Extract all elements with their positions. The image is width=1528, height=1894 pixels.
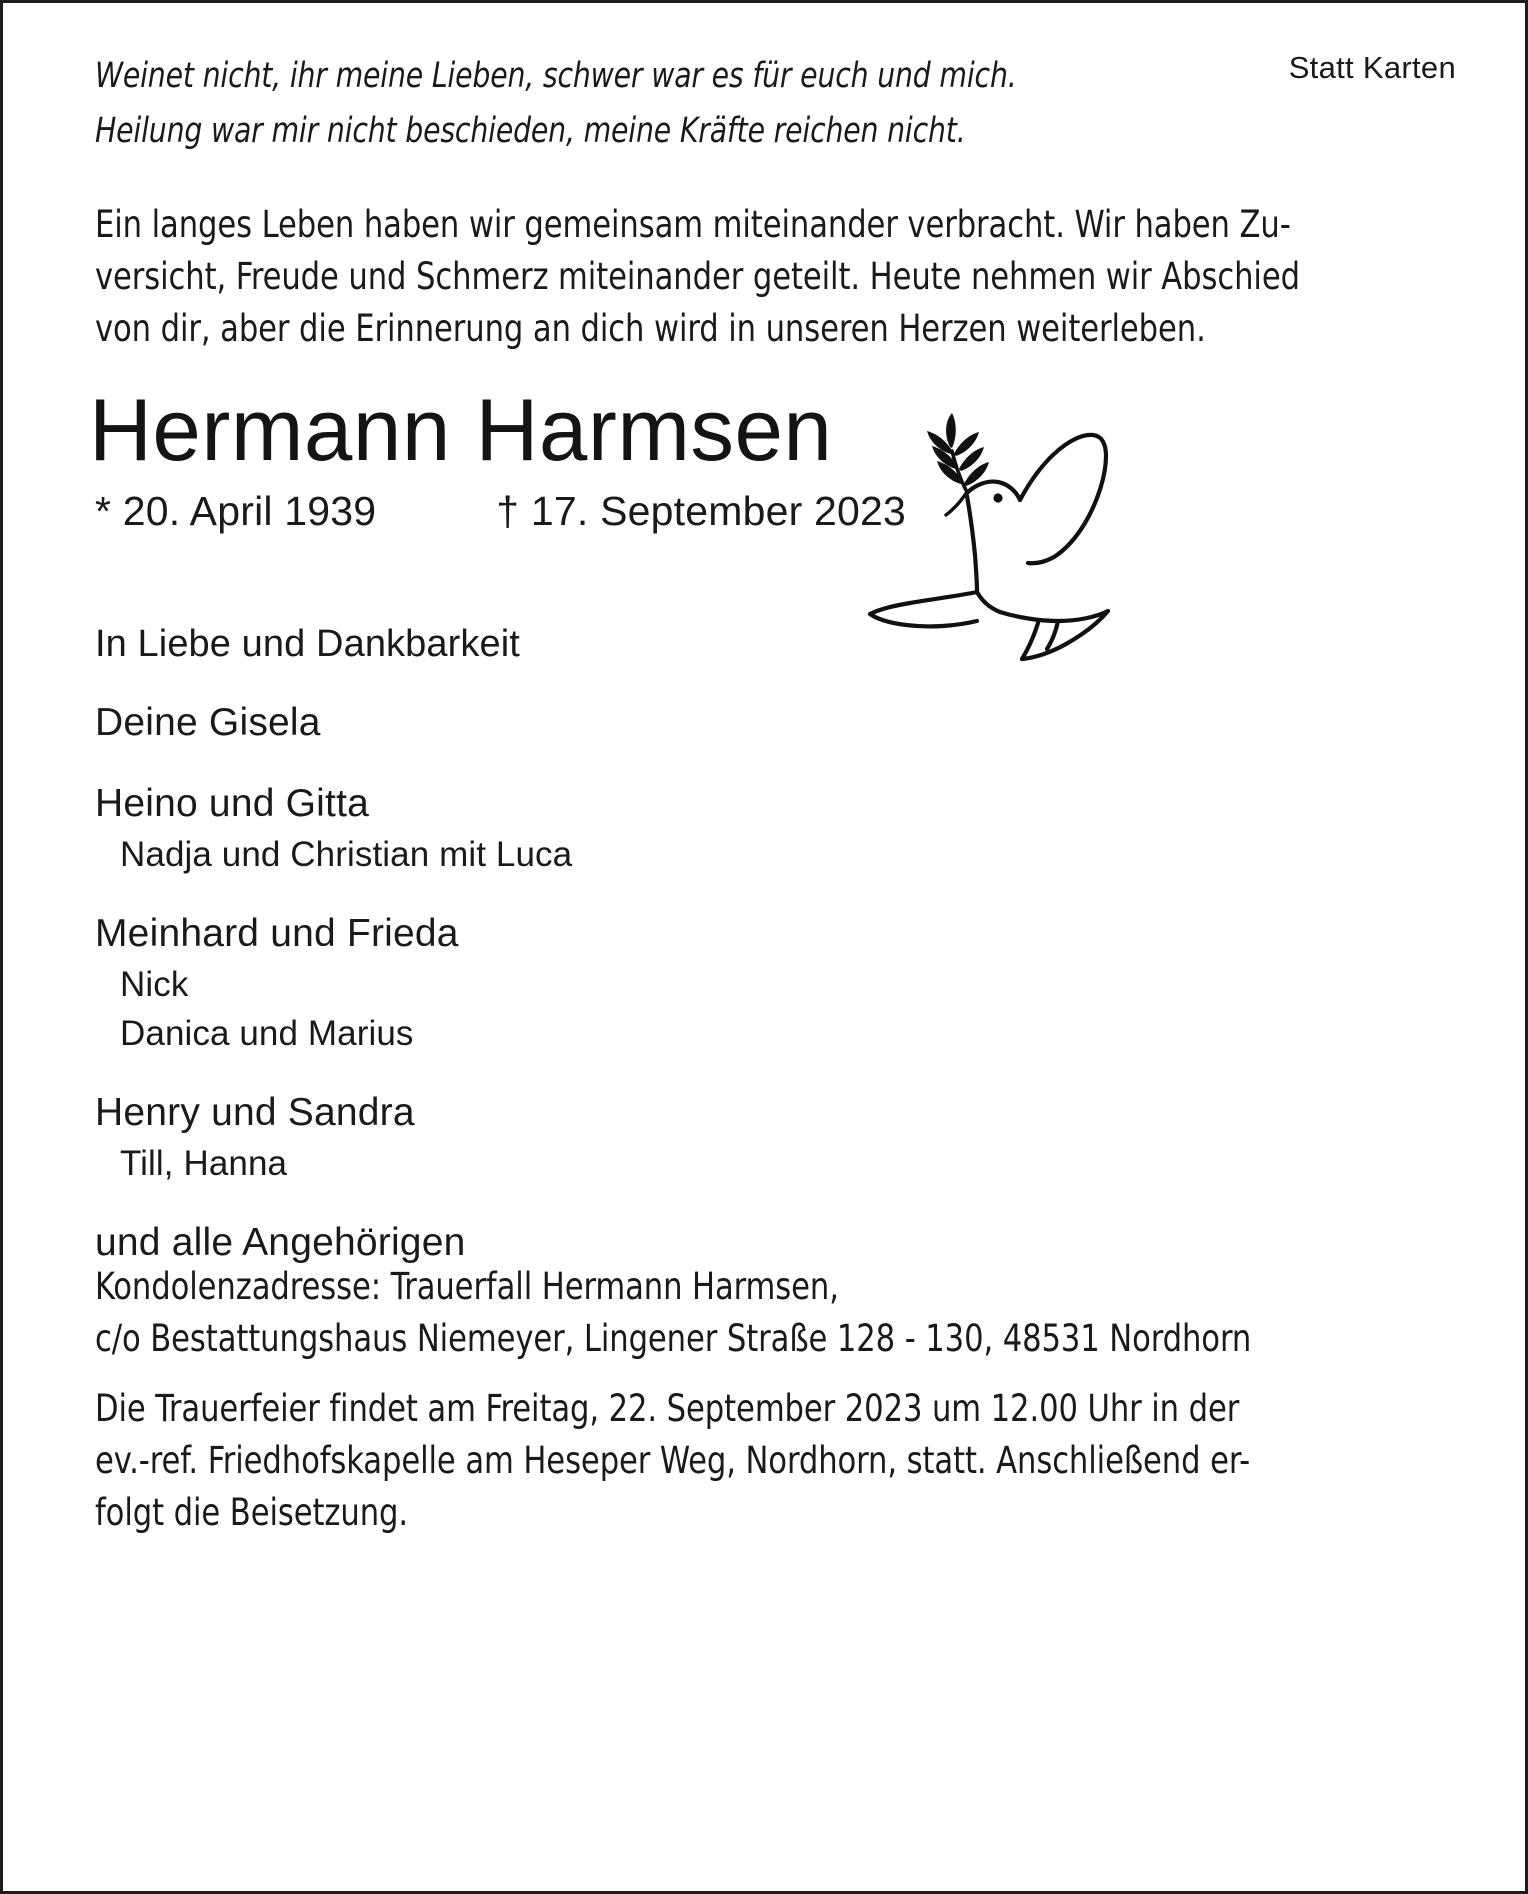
family-group <box>95 908 815 1058</box>
deceased-name: Hermann Harmsen <box>89 380 833 479</box>
statt-karten-note: Statt Karten <box>1288 50 1456 85</box>
condolence-address <box>95 1261 1252 1365</box>
family-parents: Deine Gisela <box>95 701 321 744</box>
condolence-line-2: c/o Bestattungshaus Niemeyer, Lingener Straße 128 - 130, 48531 Nordhorn <box>95 1317 1252 1360</box>
ceremony-line-2: ev.-ref. Friedhofskapelle am Heseper Weg, Nordhorn, statt. Anschließend er- <box>95 1439 1251 1482</box>
family-child: Nick <box>120 965 189 1004</box>
family-child: Danica und Marius <box>120 1014 414 1053</box>
intro-paragraph <box>95 199 1300 355</box>
family-parents: Meinhard und Frieda <box>95 912 459 955</box>
ceremony-details <box>95 1383 1251 1539</box>
family-closing-text: und alle Angehörigen <box>95 1221 466 1264</box>
ceremony-line-3: folgt die Beisetzung. <box>95 1491 409 1534</box>
death-date: † 17. September 2023 <box>496 488 907 534</box>
intro-line-3: von dir, aber die Erinnerung an dich wird in unseren Herzen weiterleben. <box>95 307 1206 350</box>
intro-line-1: Ein langes Leben haben wir gemeinsam miteinander verbracht. Wir haben Zu- <box>95 203 1291 246</box>
ceremony-line-1: Die Trauerfeier findet am Freitag, 22. September 2023 um 12.00 Uhr in der <box>95 1387 1240 1430</box>
memorial-verse <box>95 49 1076 159</box>
family-lead-text: In Liebe und Dankbarkeit <box>95 623 520 665</box>
verse-line-2: Heilung war mir nicht beschieden, meine Kräfte reichen nicht. <box>95 111 966 151</box>
life-dates <box>95 487 906 535</box>
family-block <box>95 620 815 1268</box>
family-group <box>95 1087 815 1188</box>
family-group <box>95 697 815 749</box>
dove-with-olive-branch-icon <box>830 355 1160 685</box>
family-parents: Henry und Sandra <box>95 1091 415 1134</box>
condolence-line-1: Kondolenzadresse: Trauerfall Hermann Harmsen, <box>95 1265 839 1308</box>
family-child: Nadja und Christian mit Luca <box>120 835 573 874</box>
notice-content <box>89 3 1465 1891</box>
family-parents: Heino und Gitta <box>95 782 370 825</box>
intro-line-2: versicht, Freude und Schmerz miteinander geteilt. Heute nehmen wir Abschied <box>95 255 1300 298</box>
family-group <box>95 778 815 879</box>
family-child: Till, Hanna <box>120 1144 288 1183</box>
birth-date: * 20. April 1939 <box>95 488 377 534</box>
verse-line-1: Weinet nicht, ihr meine Lieben, schwer war es für euch und mich. <box>95 56 1017 96</box>
